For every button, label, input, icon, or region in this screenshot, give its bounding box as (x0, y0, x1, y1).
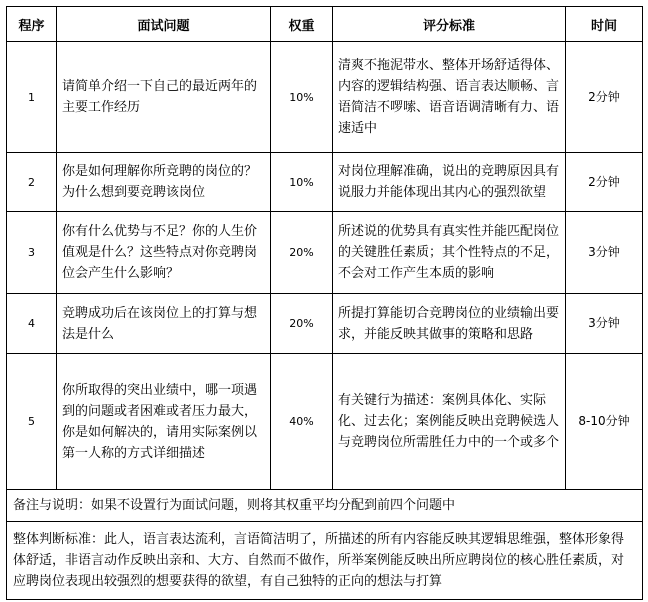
row-criteria: 清爽不拖泥带水、整体开场舒适得体、内容的逻辑结构强、语言表达顺畅、言语简洁不啰嗦、语音语调清晰有力、语速适中 (333, 42, 566, 153)
table-row (7, 153, 643, 212)
row-time: 2分钟 (566, 42, 643, 153)
row-order: 2 (7, 153, 57, 212)
row-question: 你所取得的突出业绩中，哪一项遇到的问题或者困难或者压力最大，你是如何解决的，请用实际案例以第一人称的方式详细描述 (57, 354, 271, 490)
row-criteria: 所述说的优势具有真实性并能匹配岗位的关键胜任素质；其个性特点的不足，不会对工作产生本质的影响 (333, 212, 566, 294)
note-text: 备注与说明：如果不设置行为面试问题，则将其权重平均分配到前四个问题中 (7, 490, 643, 522)
row-weight: 20% (271, 212, 333, 294)
header-question: 面试问题 (57, 7, 271, 42)
row-time: 8-10分钟 (566, 354, 643, 490)
header-time: 时间 (566, 7, 643, 42)
row-order: 4 (7, 294, 57, 354)
table-row (7, 42, 643, 153)
row-order: 5 (7, 354, 57, 490)
header-row (7, 7, 643, 42)
note-row (7, 490, 643, 522)
row-time: 3分钟 (566, 212, 643, 294)
row-order: 3 (7, 212, 57, 294)
row-weight: 10% (271, 42, 333, 153)
table-row (7, 294, 643, 354)
row-criteria: 有关键行为描述：案例具体化、实际化、过去化；案例能反映出竞聘候选人与竞聘岗位所需胜任力中的一个或多个 (333, 354, 566, 490)
row-criteria: 对岗位理解准确，说出的竞聘原因具有说服力并能体现出其内心的强烈欲望 (333, 153, 566, 212)
table-row (7, 354, 643, 490)
row-question: 你有什么优势与不足？你的人生价值观是什么？这些特点对你竞聘岗位会产生什么影响？ (57, 212, 271, 294)
header-weight: 权重 (271, 7, 333, 42)
header-order: 程序 (7, 7, 57, 42)
row-weight: 20% (271, 294, 333, 354)
header-criteria: 评分标准 (333, 7, 566, 42)
overall-row (7, 522, 643, 600)
row-question: 你是如何理解你所竞聘的岗位的？为什么想到要竞聘该岗位 (57, 153, 271, 212)
row-question: 请简单介绍一下自己的最近两年的主要工作经历 (57, 42, 271, 153)
row-time: 2分钟 (566, 153, 643, 212)
overall-criteria-text: 整体判断标准：此人，语言表达流利，言语简洁明了，所描述的所有内容能反映其逻辑思维强，整体形象得体舒适，非语言动作反映出亲和、大方、自然而不做作，所举案例能反映出所应聘岗位的核心胜任素质，对应聘岗位表现出较强烈的想要获得的欲望，有自己独特的正向的想法与打算 (7, 522, 643, 600)
row-weight: 40% (271, 354, 333, 490)
interview-evaluation-table (6, 6, 643, 600)
table-row (7, 212, 643, 294)
row-order: 1 (7, 42, 57, 153)
row-criteria: 所提打算能切合竞聘岗位的业绩输出要求，并能反映其做事的策略和思路 (333, 294, 566, 354)
row-weight: 10% (271, 153, 333, 212)
row-time: 3分钟 (566, 294, 643, 354)
row-question: 竞聘成功后在该岗位上的打算与想法是什么 (57, 294, 271, 354)
